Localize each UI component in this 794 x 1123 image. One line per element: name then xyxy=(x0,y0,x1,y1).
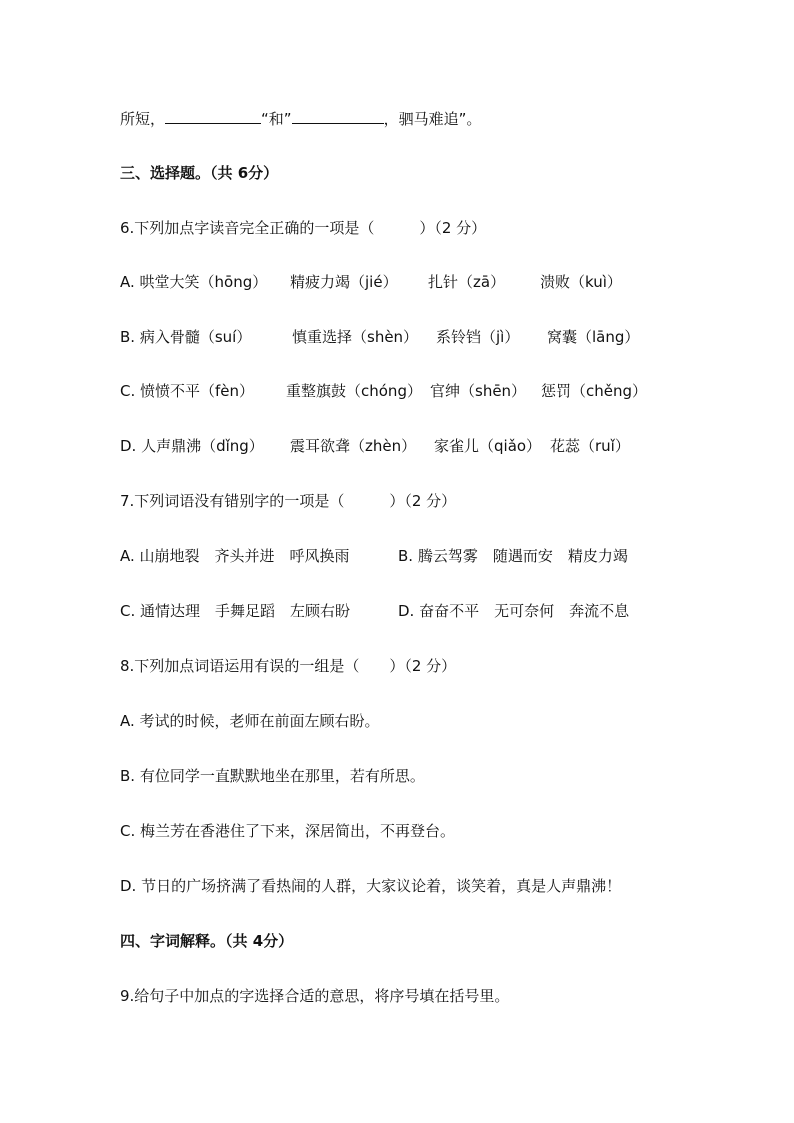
q8-option-a[interactable]: A. 考试的时候，老师在前面左顾右盼。 xyxy=(120,712,380,730)
answer-blank-2[interactable] xyxy=(292,109,384,124)
q5-prefix: 所短， xyxy=(120,110,166,128)
q8-option-c[interactable]: C. 梅兰芳在香港住了下来，深居简出，不再登台。 xyxy=(120,822,456,840)
q7-option-d[interactable]: D. 奋奋不平 无可奈何 奔流不息 xyxy=(398,602,630,620)
q5-tail-line xyxy=(120,108,481,130)
q6-b-3: 系铃铛（jì） xyxy=(436,328,520,346)
q7-option-a[interactable]: A. 山崩地裂 齐头并进 呼风换雨 xyxy=(120,547,350,565)
q7-row-2[interactable] xyxy=(120,600,629,622)
q6-d-1: D. 人声鼎沸（dǐng） xyxy=(120,437,264,455)
q6-a-2: 精疲力竭（jié） xyxy=(290,273,398,291)
q7-stem: 7.下列词语没有错别字的一项是（ ）（2 分） xyxy=(120,492,457,510)
q6-a-4: 溃败（kuì） xyxy=(540,273,622,291)
q8-option-d[interactable]: D. 节日的广场挤满了看热闹的人群，大家议论着，谈笑着，真是人声鼎沸！ xyxy=(120,877,622,895)
q8-stem: 8.下列加点词语运用有误的一组是（ ）（2 分） xyxy=(120,657,457,675)
q7-option-c[interactable]: C. 通情达理 手舞足蹈 左顾右盼 xyxy=(120,602,351,620)
q5-mid: “和” xyxy=(261,110,292,128)
q6-option-a[interactable] xyxy=(120,271,622,293)
q7-option-b[interactable]: B. 腾云驾雾 随遇而安 精皮力竭 xyxy=(398,547,628,565)
section-4-title: 四、字词解释。（共 4分） xyxy=(120,932,294,950)
q6-option-d[interactable] xyxy=(120,435,630,457)
q6-d-2: 震耳欲聋（zhèn） xyxy=(290,437,417,455)
q6-stem: 6.下列加点字读音完全正确的一项是（ ）（2 分） xyxy=(120,219,487,237)
q8-option-b[interactable]: B. 有位同学一直默默地坐在那里，若有所思。 xyxy=(120,767,425,785)
q6-d-4: 花蕊（ruǐ） xyxy=(550,437,630,455)
q6-b-1: B. 病入骨髓（suí） xyxy=(120,328,252,346)
q6-c-1: C. 愤愤不平（fèn） xyxy=(120,382,255,400)
q6-b-4: 窝囊（lāng） xyxy=(547,328,640,346)
q7-row-1[interactable] xyxy=(120,545,628,567)
answer-blank-1[interactable] xyxy=(165,109,261,124)
q6-a-1: A. 哄堂大笑（hōng） xyxy=(120,273,268,291)
q9-stem: 9.给句子中加点的字选择合适的意思，将序号填在括号里。 xyxy=(120,987,510,1005)
section-3-title: 三、选择题。（共 6分） xyxy=(120,164,279,182)
q6-b-2: 慎重选择（shèn） xyxy=(292,328,419,346)
q6-c-3: 官绅（shēn） xyxy=(430,382,527,400)
q6-option-c[interactable] xyxy=(120,380,647,402)
q6-c-2: 重整旗鼓（chóng） xyxy=(286,382,422,400)
q6-d-3: 家雀儿（qiǎo） xyxy=(434,437,542,455)
q6-a-3: 扎针（zā） xyxy=(428,273,506,291)
q6-option-b[interactable] xyxy=(120,326,639,348)
q6-c-4: 惩罚（chěng） xyxy=(541,382,648,400)
q5-suffix: ，驷马难追”。 xyxy=(383,110,482,128)
